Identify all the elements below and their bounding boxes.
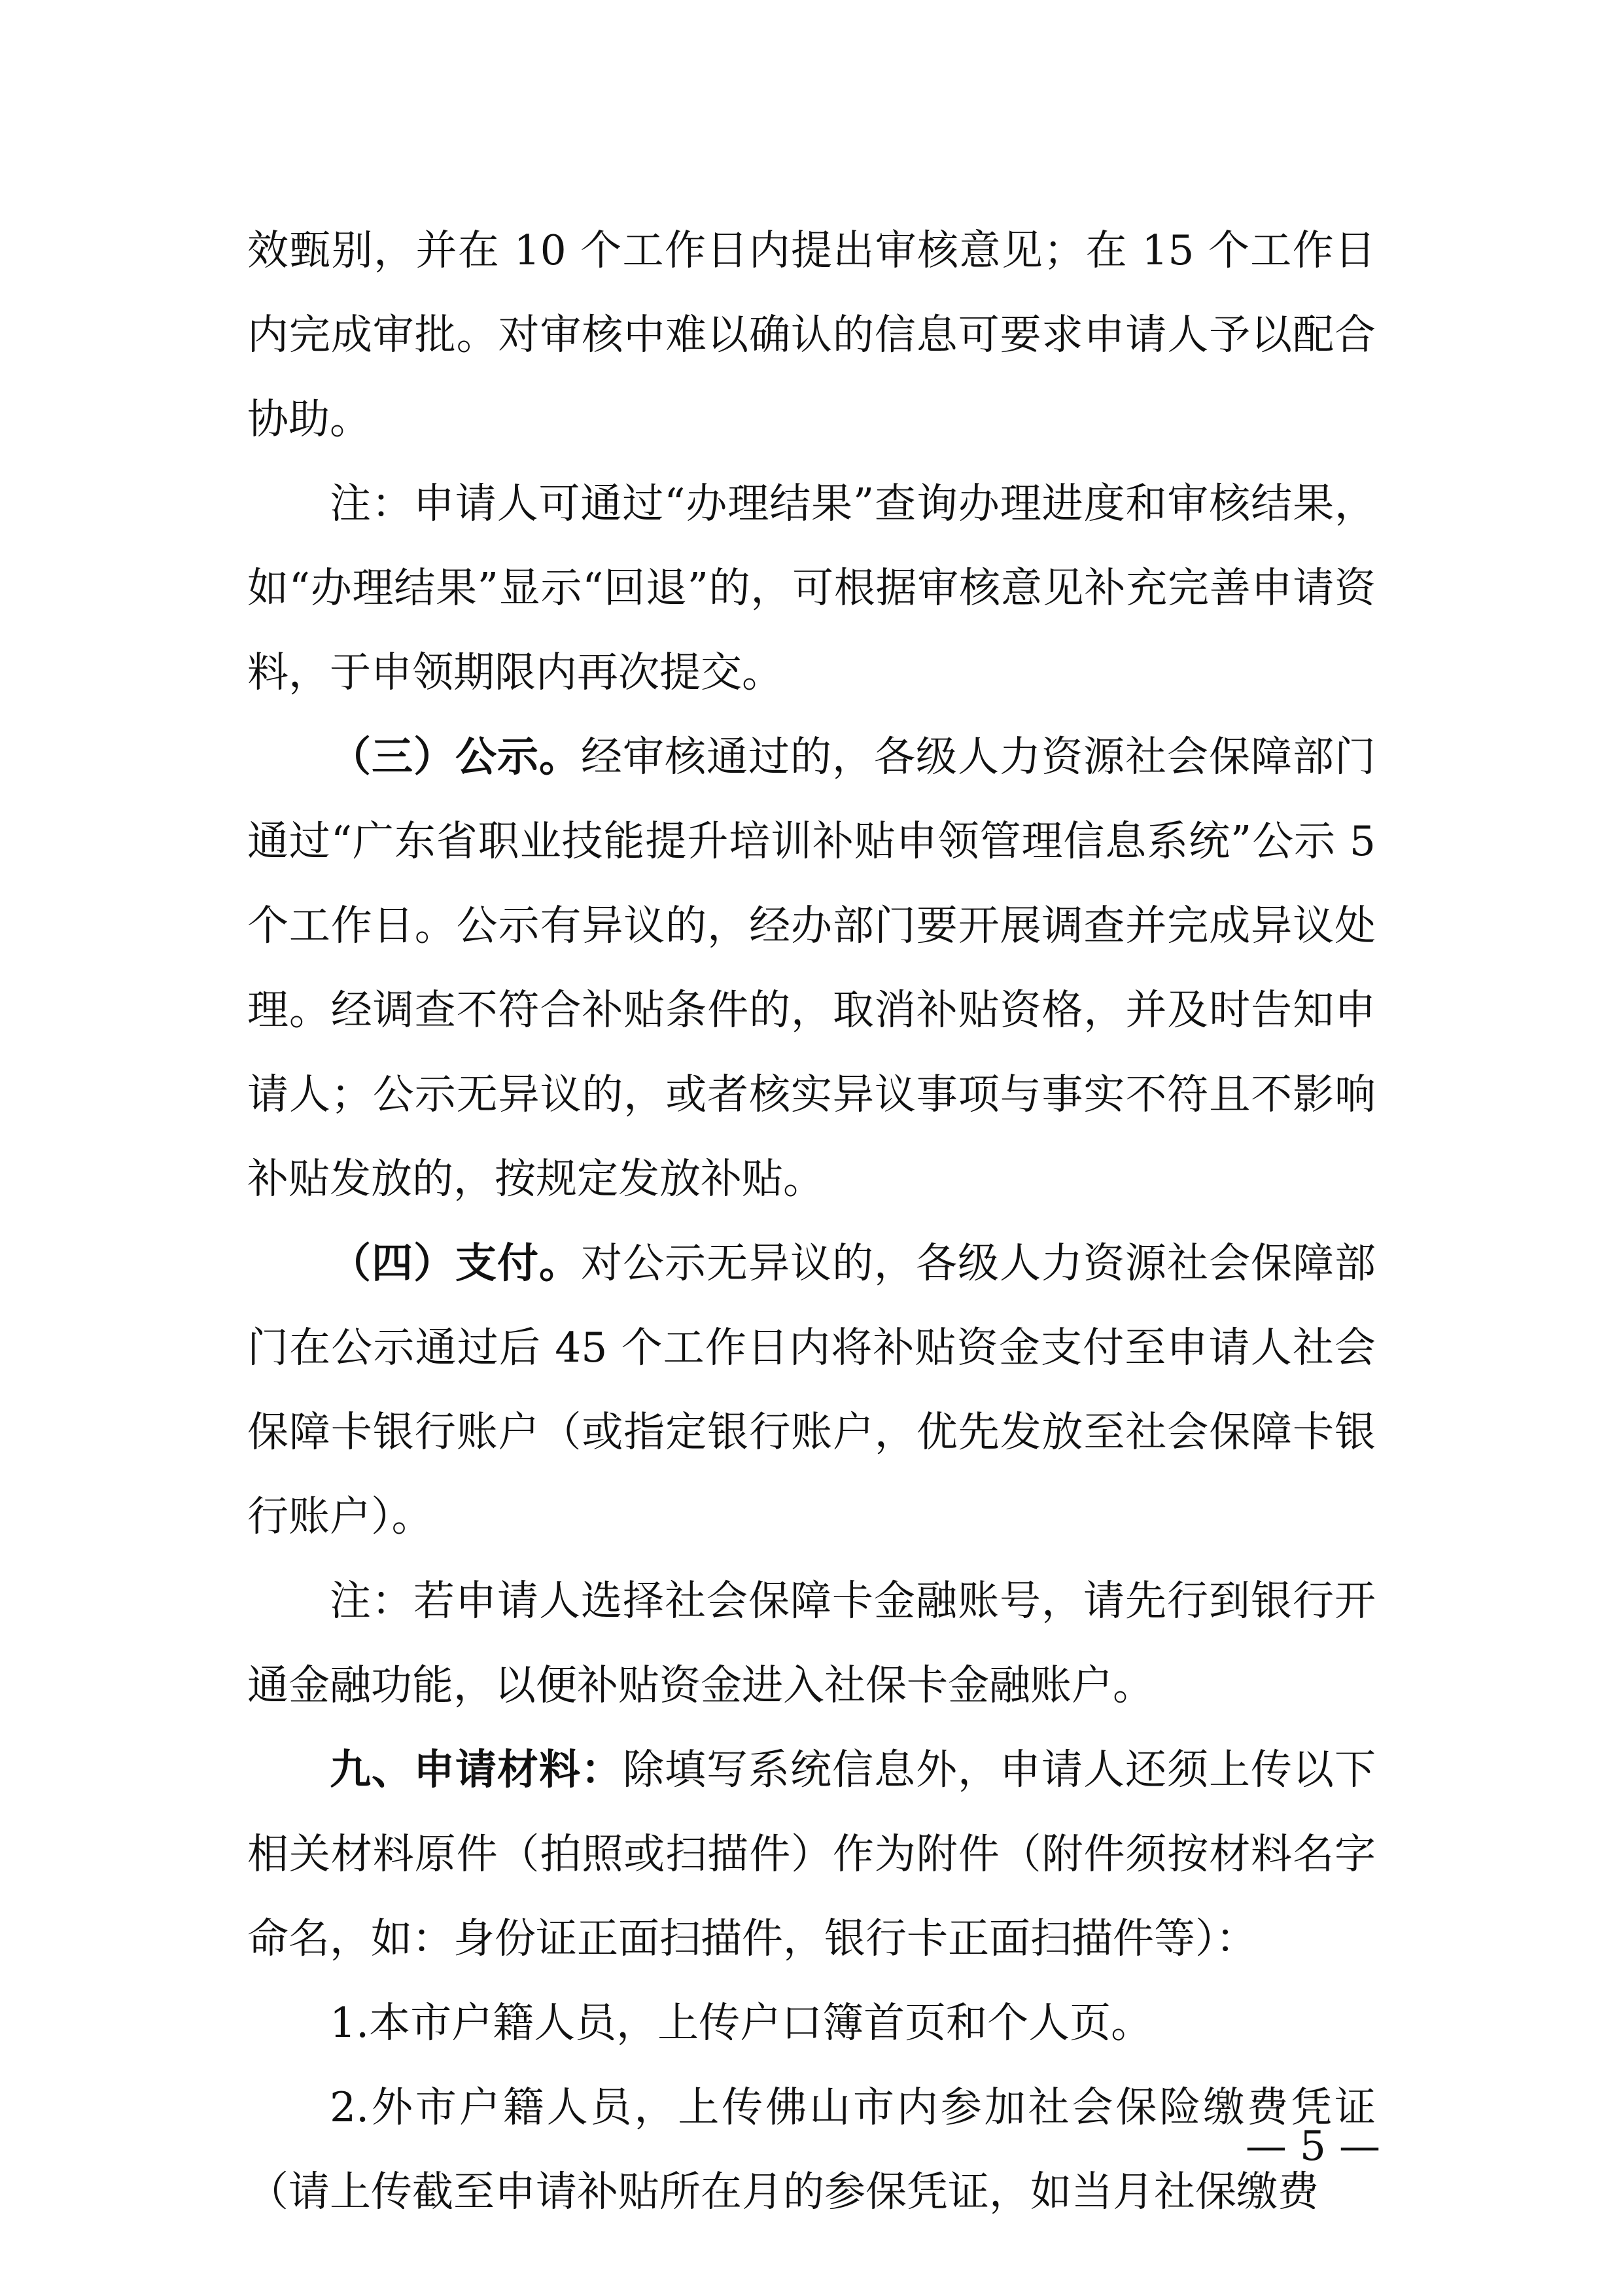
section-heading: （四）支付。 (330, 1239, 581, 1287)
paragraph-text: 注：若申请人选择社会保障卡金融账号，请先行到银行开通金融功能，以便补贴资金进入社保卡金融账户。 (247, 1577, 1376, 1709)
paragraph-publicity (247, 715, 1376, 1221)
paragraph-note-bank (247, 1559, 1376, 1727)
page-number: — 5 — (1245, 2122, 1380, 2170)
paragraph-text: 注：申请人可通过“办理结果”查询办理进度和审核结果，如“办理结果”显示“回退”的，可根据审核意见补充完善申请资料，于申领期限内再次提交。 (247, 480, 1376, 696)
paragraph-text: 效甄别，并在 10 个工作日内提出审核意见；在 15 个工作日内完成审批。对审核中难以确认的信息可要求申请人予以配合协助。 (247, 226, 1376, 443)
section-heading: 九、申请材料： (330, 1746, 623, 1793)
list-item-1 (247, 1981, 1376, 2065)
section-heading: （三）公示。 (330, 733, 581, 781)
paragraph-materials (247, 1727, 1376, 1981)
paragraph-review-continuation (247, 208, 1376, 461)
paragraph-text: 除填写系统信息外，申请人还须上传以下相关材料原件（拍照或扫描件）作为附件（附件须按材料名字命名，如：身份证正面扫描件，银行卡正面扫描件等）： (247, 1746, 1376, 1962)
paragraph-text: 对公示无异议的，各级人力资源社会保障部门在公示通过后 45 个工作日内将补贴资金支付至申请人社会保障卡银行账户（或指定银行账户，优先发放至社会保障卡银行账户）。 (247, 1239, 1376, 1540)
paragraph-text: 2.外市户籍人员，上传佛山市内参加社会保险缴费凭证（请上传截至申请补贴所在月的参保凭证，如当月社保缴费 (247, 2083, 1376, 2216)
paragraph-text: 1.本市户籍人员，上传户口簿首页和个人页。 (330, 1999, 1153, 2047)
body-text (247, 208, 1376, 2234)
paragraph-text: 经审核通过的，各级人力资源社会保障部门通过“广东省职业技能提升培训补贴申领管理信息系统”公示 5 个工作日。公示有异议的，经办部门要开展调查并完成异议处理。经调查不符合补贴条件的，取消补贴资格，并及时告知申请人；公示无异议的，或者核实异议事项与事实不符且不影响补贴发放的，按规定发放补贴。 (247, 733, 1376, 1203)
paragraph-note-results (247, 461, 1376, 715)
paragraph-payment (247, 1221, 1376, 1559)
list-item-2 (247, 2065, 1376, 2234)
